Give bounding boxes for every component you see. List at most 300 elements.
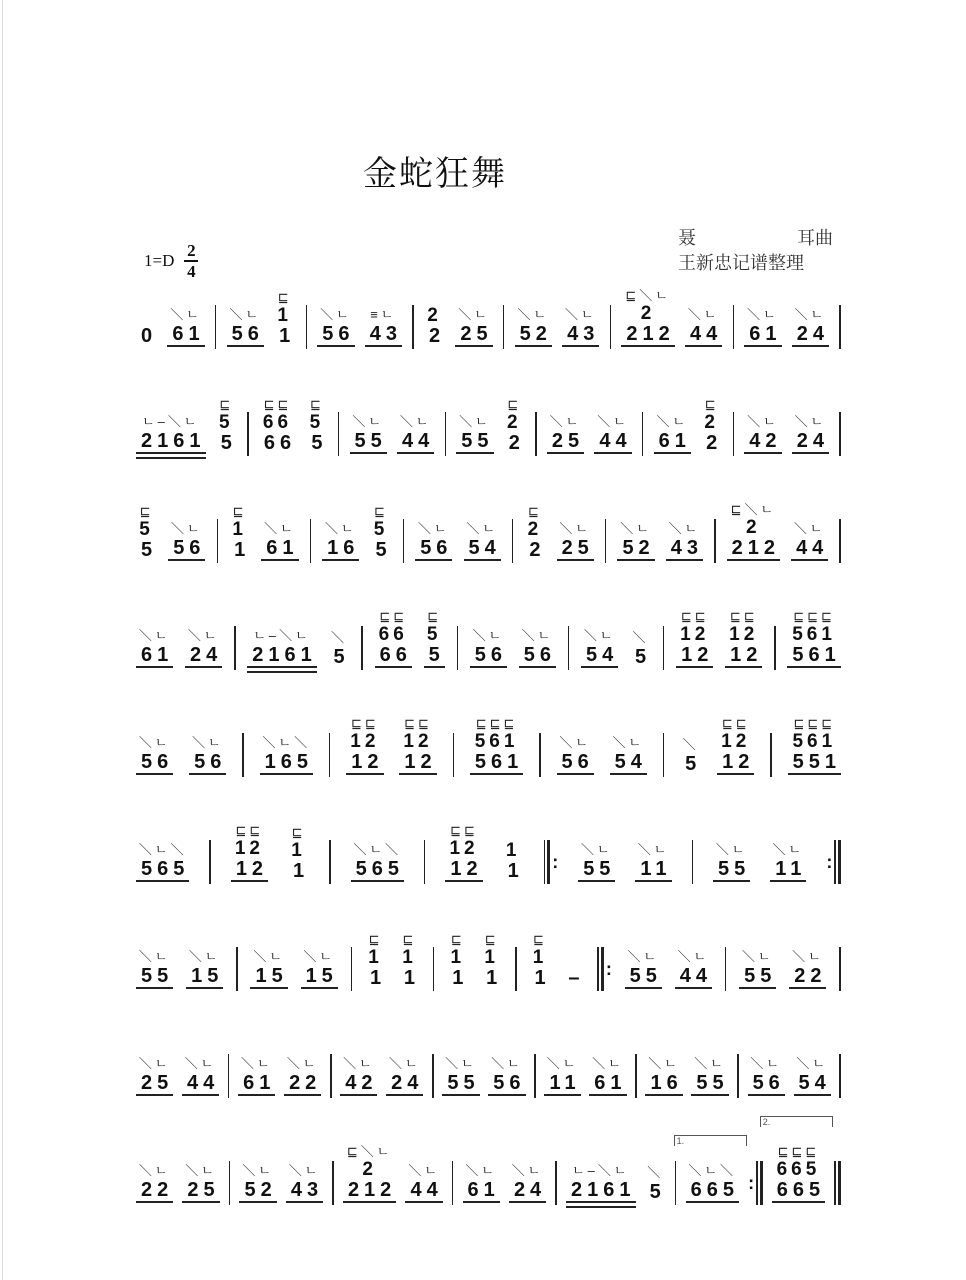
notes: 5 xyxy=(141,539,158,561)
notes: 54 xyxy=(794,1072,831,1096)
notes: 55 xyxy=(442,1072,479,1096)
technique-marks: ⊑ xyxy=(704,397,719,412)
technique-marks: ＼ㄴ xyxy=(564,307,597,322)
chord-upper-notes: 2 xyxy=(746,517,761,538)
technique-marks: ＼ㄴ xyxy=(559,735,591,750)
barline xyxy=(329,840,331,884)
notes: 55 xyxy=(739,965,776,989)
notes: 43 xyxy=(666,537,703,561)
chord-upper-notes: 66 xyxy=(262,412,293,433)
note-group xyxy=(260,735,313,775)
notes: 5 xyxy=(424,644,445,668)
technique-marks: ⊑⊑⊑ xyxy=(793,716,836,731)
score-row xyxy=(136,920,841,1027)
credits xyxy=(678,226,833,276)
technique-marks: ＼ㄴ xyxy=(742,949,774,964)
notes: 24 xyxy=(792,430,829,454)
score-body xyxy=(136,278,841,1241)
barline xyxy=(228,1054,230,1098)
note-group xyxy=(509,1163,546,1203)
notes: 15 xyxy=(250,965,287,989)
notes: 12 xyxy=(676,644,713,668)
notes: 44 xyxy=(397,430,434,454)
time-signature-top: 2 xyxy=(187,241,196,260)
notes: 165 xyxy=(260,751,313,775)
notes: 1 xyxy=(234,539,251,561)
technique-marks: ＼ㄴ xyxy=(171,521,203,536)
note-group xyxy=(447,932,468,989)
notes: 42 xyxy=(744,430,781,454)
chord-upper-notes: 561 xyxy=(792,624,836,645)
notes: 15 xyxy=(301,965,338,989)
notes: 2 xyxy=(529,539,546,561)
barline-stroke xyxy=(756,1161,758,1205)
notes: 56 xyxy=(488,1072,525,1096)
technique-marks: ＼ㄴ xyxy=(794,414,827,429)
note-group xyxy=(136,735,173,775)
notes: 2161 xyxy=(247,644,317,668)
note-group xyxy=(186,949,223,989)
barline xyxy=(332,1161,334,1205)
note-group xyxy=(250,949,287,989)
note-group xyxy=(654,414,691,454)
note-group xyxy=(399,932,420,989)
notes: 1 xyxy=(452,967,469,989)
note-group xyxy=(666,521,703,561)
chord-upper-notes: 2 xyxy=(640,303,656,324)
technique-marks: ＼ㄴ xyxy=(549,414,582,429)
notes: 55 xyxy=(136,965,173,989)
barline xyxy=(839,1054,841,1098)
note-group xyxy=(529,932,550,989)
notes: 55 xyxy=(713,858,750,882)
note-group xyxy=(557,735,594,775)
technique-marks: ＼ㄴ xyxy=(288,1163,321,1178)
note-group xyxy=(306,397,327,454)
notes: 61 xyxy=(589,1072,626,1096)
barline xyxy=(605,519,607,563)
barline xyxy=(663,626,665,670)
notes: 565 xyxy=(351,858,404,882)
score-row xyxy=(136,385,841,492)
technique-marks: ＼ㄴ xyxy=(187,628,220,643)
note-group xyxy=(744,414,781,454)
technique-marks: ＼ㄴ xyxy=(352,414,384,429)
technique-marks: ＼ㄴ xyxy=(627,949,660,964)
notes: 44 xyxy=(791,537,828,561)
notes: 5 xyxy=(220,432,237,454)
score-row xyxy=(136,706,841,813)
technique-marks: ＼ㄴ xyxy=(511,1163,544,1178)
note-group xyxy=(351,842,404,882)
technique-marks: ⊑ xyxy=(374,504,388,519)
notes: 66 xyxy=(375,644,412,668)
note-group xyxy=(794,1056,831,1096)
notes: 43 xyxy=(365,323,402,347)
notes: 42 xyxy=(340,1072,377,1096)
technique-marks: ⊑ xyxy=(450,932,465,947)
note-group xyxy=(350,414,387,454)
volta-bracket: 2. xyxy=(760,1116,833,1127)
technique-marks: ＼ㄴ xyxy=(138,1056,171,1071)
notes: 56 xyxy=(415,537,452,561)
barline xyxy=(351,947,353,991)
notes: 5 xyxy=(635,646,652,668)
note-group xyxy=(635,842,671,882)
barline-stroke xyxy=(547,840,550,884)
technique-marks: ＼ㄴ xyxy=(320,307,352,322)
barline xyxy=(338,412,340,456)
chord-upper-notes: 1 xyxy=(532,947,548,968)
notes: 66 xyxy=(263,432,297,454)
final-barline xyxy=(834,1161,841,1205)
volta-bracket: 1. xyxy=(674,1135,747,1146)
technique-marks: ≡ㄴ xyxy=(370,307,397,322)
chord-upper-notes: 12 xyxy=(350,731,380,752)
repeat-start xyxy=(597,947,612,991)
note-group xyxy=(563,951,584,989)
notes: 61 xyxy=(136,644,173,668)
arranger: 王新忠记谱整理 xyxy=(678,253,804,274)
chord-upper-notes: 1 xyxy=(505,840,521,861)
note-group xyxy=(424,609,445,668)
score-row xyxy=(136,492,841,599)
chord-upper-notes: 12 xyxy=(680,624,710,645)
score-row xyxy=(136,1027,841,1134)
notes: 44 xyxy=(405,1179,442,1203)
barline xyxy=(714,519,716,563)
chord-upper-notes: 1 xyxy=(402,947,417,968)
barline xyxy=(733,305,735,349)
technique-marks: ＼ㄴ xyxy=(466,521,498,536)
technique-marks: ＼ㄴ xyxy=(656,414,689,429)
note-group xyxy=(329,630,350,668)
notes: 1 xyxy=(507,860,524,882)
notes: 25 xyxy=(136,1072,173,1096)
technique-marks: ＼ㄴ xyxy=(286,1056,319,1071)
notes: 24 xyxy=(509,1179,546,1203)
barline xyxy=(433,947,435,991)
chord-upper-notes: 5 xyxy=(219,412,234,433)
score-row xyxy=(136,813,841,920)
technique-marks: ⊑＼ㄴ xyxy=(625,288,671,303)
notes: 212 xyxy=(727,537,780,561)
chord-upper-notes: 66 xyxy=(378,624,408,645)
notes: 56 xyxy=(136,751,173,775)
barline xyxy=(306,305,308,349)
score-row xyxy=(136,278,841,385)
notes: 16 xyxy=(645,1072,682,1096)
barline xyxy=(215,305,217,349)
technique-marks: ＼ㄴ xyxy=(458,307,490,322)
technique-marks: ＼ㄴ xyxy=(465,1163,497,1178)
notes: 5 xyxy=(375,539,392,561)
score-row xyxy=(136,599,841,706)
technique-marks: ㄴ–＼ㄴ xyxy=(142,414,200,429)
notes: 25 xyxy=(557,537,594,561)
barline-stroke xyxy=(760,1161,763,1205)
notes: 24 xyxy=(386,1072,423,1096)
technique-marks: ＼ㄴ xyxy=(445,1056,477,1071)
note-group xyxy=(463,1163,500,1203)
notes: 61 xyxy=(654,430,691,454)
repeat-dots: : xyxy=(826,851,833,872)
technique-marks: ＼ㄴ xyxy=(138,735,171,750)
time-signature-bottom: 4 xyxy=(187,262,196,281)
technique-marks: ⊑⊑ xyxy=(235,823,264,838)
barline xyxy=(534,1054,536,1098)
notes: 44 xyxy=(685,323,722,347)
technique-marks: ＼ㄴ xyxy=(240,1056,273,1071)
note-group xyxy=(340,1056,377,1096)
note-group xyxy=(182,1163,219,1203)
note-group xyxy=(645,1056,682,1096)
technique-marks: ＼ㄴ xyxy=(343,1056,375,1071)
technique-marks: ⊑ xyxy=(484,932,499,947)
note-group xyxy=(274,290,295,347)
note-group xyxy=(557,521,594,561)
technique-marks: ＼ㄴ xyxy=(191,735,224,750)
note-group xyxy=(617,521,654,561)
note-group xyxy=(317,307,354,347)
note-group xyxy=(685,307,722,347)
technique-marks: ＼ㄴ xyxy=(491,1056,523,1071)
barline xyxy=(452,1161,454,1205)
barline xyxy=(329,733,331,777)
notes: 5 xyxy=(333,646,350,668)
chord-upper-notes: 12 xyxy=(234,838,264,859)
notes: 22 xyxy=(136,1179,173,1203)
notes: 12 xyxy=(346,751,383,775)
barline xyxy=(642,412,644,456)
note-group xyxy=(239,1163,276,1203)
barline xyxy=(839,412,841,456)
note-group xyxy=(566,1163,636,1203)
note-group xyxy=(770,842,806,882)
notes: 43 xyxy=(286,1179,323,1203)
barline xyxy=(234,626,236,670)
technique-marks: ＼ㄴ xyxy=(612,735,645,750)
barline xyxy=(512,519,514,563)
notes: 25 xyxy=(547,430,584,454)
note-group xyxy=(744,307,781,347)
note-group xyxy=(301,949,338,989)
technique-marks: ＼ㄴ xyxy=(517,307,550,322)
notes: 1 xyxy=(279,325,296,347)
note-group xyxy=(136,309,157,347)
technique-marks: ＼ㄴ xyxy=(229,307,262,322)
note-group xyxy=(216,397,237,454)
barline-stroke xyxy=(834,1161,836,1205)
note-group xyxy=(456,414,493,454)
note-group xyxy=(136,504,157,561)
barline-stroke xyxy=(838,840,841,884)
note-group xyxy=(547,414,584,454)
notes: – xyxy=(568,967,585,989)
note-group xyxy=(370,504,391,561)
score-row xyxy=(136,1117,841,1241)
notes: 2161 xyxy=(566,1179,636,1203)
technique-marks: ＼ㄴ xyxy=(253,949,285,964)
notes: 22 xyxy=(789,965,826,989)
notes: 5 xyxy=(649,1181,666,1203)
technique-marks: ⊑⊑ xyxy=(680,609,709,624)
note-group xyxy=(701,397,722,454)
repeat-dots: : xyxy=(748,1172,755,1193)
barline-stroke xyxy=(544,840,546,884)
time-signature xyxy=(184,242,198,280)
note-group xyxy=(238,1056,275,1096)
technique-marks: ⊑⊑⊑ xyxy=(793,609,835,624)
chord-upper-notes: 2 xyxy=(427,305,442,326)
notes: 12 xyxy=(717,751,754,775)
note-group xyxy=(581,628,618,668)
notes: 5 xyxy=(311,432,328,454)
technique-marks: ＼ㄴ xyxy=(389,1056,421,1071)
notes: 212 xyxy=(343,1179,396,1203)
note-group xyxy=(791,521,828,561)
note-group xyxy=(610,735,647,775)
technique-marks: ＼ㄴ xyxy=(546,1056,579,1071)
technique-marks: ＼ㄴ xyxy=(138,628,171,643)
chord-upper-notes: 1 xyxy=(484,947,499,968)
note-group xyxy=(691,1056,728,1096)
note-group xyxy=(136,628,173,668)
note-group xyxy=(470,716,523,775)
notes: 24 xyxy=(792,323,829,347)
note-group xyxy=(259,397,296,454)
technique-marks: ＼ xyxy=(632,630,649,645)
notes: 61 xyxy=(261,537,298,561)
note-group xyxy=(168,521,205,561)
note-group xyxy=(739,949,776,989)
chord-upper-notes: 561 xyxy=(474,731,519,752)
note-group xyxy=(594,414,631,454)
key-label: 1=D xyxy=(144,251,175,270)
technique-marks: ＼ㄴ＼ xyxy=(688,1163,737,1178)
notes: 61 xyxy=(463,1179,500,1203)
technique-marks: ⊑ xyxy=(309,397,324,412)
technique-marks: ＼ㄴ xyxy=(792,949,824,964)
barline-stroke xyxy=(834,840,836,884)
note-group xyxy=(717,716,754,775)
barline xyxy=(403,519,405,563)
note-group xyxy=(288,825,309,882)
notes: 22 xyxy=(284,1072,321,1096)
barline xyxy=(770,733,772,777)
chord-upper-notes: 1 xyxy=(291,840,306,861)
note-group xyxy=(375,609,412,668)
technique-marks: ⊑⊑ xyxy=(721,716,750,731)
technique-marks: ⊑ xyxy=(368,932,383,947)
chord-upper-notes: 665 xyxy=(776,1159,821,1180)
repeat-end xyxy=(748,1161,763,1205)
note-group xyxy=(792,414,829,454)
note-group xyxy=(397,414,434,454)
chord-upper-notes: 12 xyxy=(721,731,751,752)
notes: 55 xyxy=(691,1072,728,1096)
chord-upper-notes: 2 xyxy=(362,1159,377,1180)
barline xyxy=(737,1054,739,1098)
note-group xyxy=(464,521,501,561)
barline xyxy=(236,947,238,991)
technique-marks: ＼ㄴ xyxy=(677,949,710,964)
note-group xyxy=(261,521,298,561)
note-group xyxy=(399,716,436,775)
notes: 61 xyxy=(167,323,204,347)
technique-marks: ⊑⊑ xyxy=(263,397,292,412)
barline xyxy=(733,412,735,456)
technique-marks: ㄴ–＼ㄴ xyxy=(253,628,311,643)
notes: 2 xyxy=(429,325,446,347)
technique-marks: ⊑ xyxy=(507,397,522,412)
note-group xyxy=(504,397,525,454)
notes: 24 xyxy=(185,644,222,668)
barline xyxy=(229,1161,231,1205)
notes: 61 xyxy=(238,1072,275,1096)
barline xyxy=(692,840,694,884)
barline xyxy=(675,1161,677,1205)
technique-marks: ＼ㄴ xyxy=(459,414,491,429)
technique-marks: ⊑ xyxy=(527,504,542,519)
technique-marks: ⊑ xyxy=(402,932,417,947)
barline xyxy=(310,519,312,563)
technique-marks: ⊑＼ㄴ xyxy=(346,1144,393,1159)
barline xyxy=(242,733,244,777)
note-group xyxy=(229,504,250,561)
technique-marks: ⊑⊑ xyxy=(350,716,379,731)
chord-upper-notes: 5 xyxy=(373,519,389,540)
notes: 1 xyxy=(293,860,310,882)
notes: 54 xyxy=(610,751,647,775)
note-group xyxy=(445,823,482,882)
notes: 25 xyxy=(455,323,492,347)
technique-marks: ＼ㄴ xyxy=(188,949,221,964)
note-group xyxy=(415,521,452,561)
technique-marks: ⊑ xyxy=(139,504,154,519)
note-group xyxy=(792,307,829,347)
notes: 61 xyxy=(744,323,781,347)
repeat-start xyxy=(544,840,559,884)
notes: 665 xyxy=(772,1179,825,1203)
chord-upper-notes: 5 xyxy=(139,519,154,540)
notes: 25 xyxy=(182,1179,219,1203)
barline xyxy=(539,733,541,777)
note-group xyxy=(488,1056,525,1096)
notes: 1 xyxy=(403,967,421,989)
technique-marks: ⊑⊑ xyxy=(379,609,408,624)
barline xyxy=(247,412,249,456)
note-group xyxy=(470,628,507,668)
note-group xyxy=(247,628,317,668)
chord-upper-notes: 5 xyxy=(309,412,325,433)
notes: 2 xyxy=(706,432,723,454)
note-group xyxy=(365,932,386,989)
barline xyxy=(535,412,537,456)
notes: 1 xyxy=(534,967,551,989)
note-group xyxy=(136,1056,173,1096)
technique-marks: ＼ㄴ xyxy=(668,521,701,536)
technique-marks: ＼ㄴ xyxy=(170,307,202,322)
technique-marks: ＼ㄴ xyxy=(694,1056,726,1071)
note-group xyxy=(630,630,651,668)
note-group xyxy=(424,290,445,347)
chord-upper-notes: 12 xyxy=(403,731,433,752)
notes: 56 xyxy=(470,644,507,668)
chord-upper-notes: 12 xyxy=(729,624,759,645)
notes: 12 xyxy=(231,858,268,882)
chord-upper-notes: 561 xyxy=(792,731,837,752)
